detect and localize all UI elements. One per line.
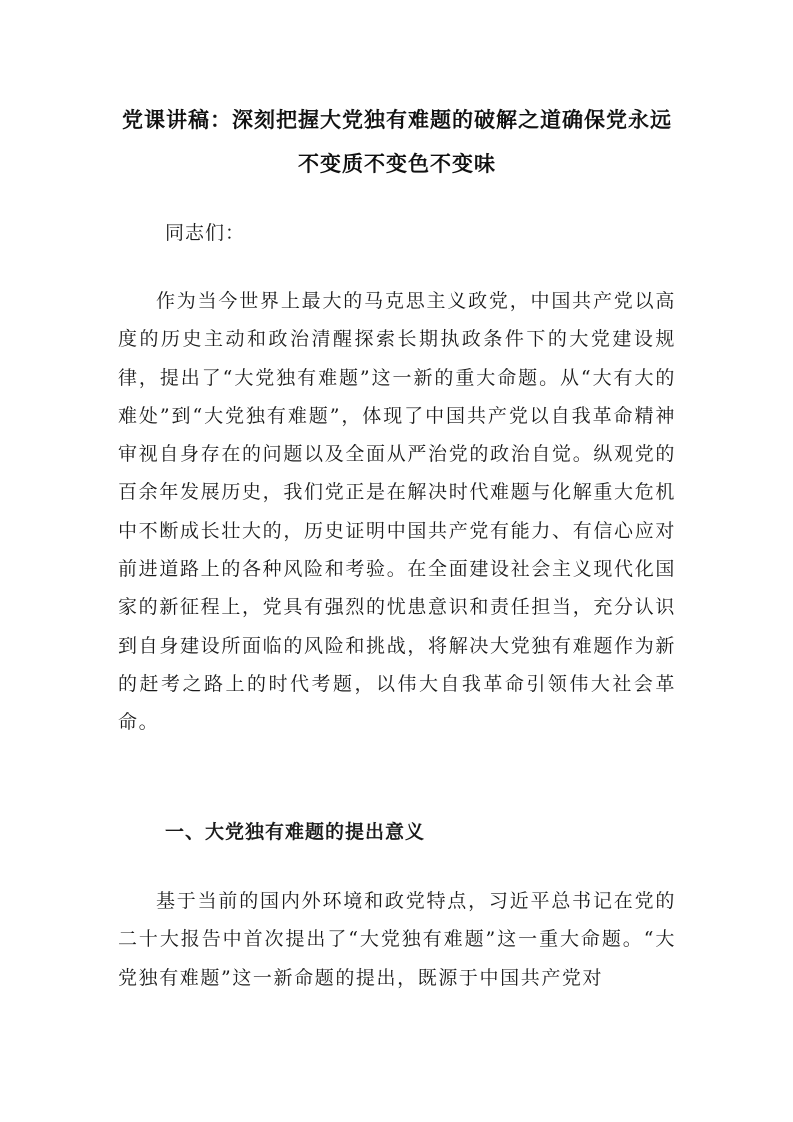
paragraph-intro: 作为当今世界上最大的马克思主义政党，中国共产党以高度的历史主动和政治清醒探索长期执政条件下的大党建设规律，提出了“大党独有难题”这一新的重大命题。从“大有大的难处”到“大党独有难题”，体现了中国共产党以自我革命精神审视自身存在的问题以及全面从严治党的政治自觉。纵观党的百余年发展历史，我们党正是在解决时代难题与化解重大危机中不断成长壮大的，历史证明中国共产党有能力、有信心应对前进道路上的各种风险和考验。在全面建设社会主义现代化国家的新征程上，党具有强烈的忧患意识和责任担当，充分认识到自身建设所面临的风险和挑战，将解决大党独有难题作为新的赶考之路上的时代考题，以伟大自我革命引领伟大社会革命。 xyxy=(118,290,676,734)
paragraph-section-1: 基于当前的国内外环境和政党特点，习近平总书记在党的二十大报告中首次提出了“大党独有难题”这一重大命题。“大党独有难题”这一新命题的提出，既源于中国共产党对 xyxy=(118,890,676,989)
document-title: 党课讲稿：深刻把握大党独有难题的破解之道确保党永远不变质不变色不变味 xyxy=(122,107,672,176)
section-heading: 一、大党独有难题的提出意义 xyxy=(165,821,426,843)
salutation: 同志们： xyxy=(165,222,246,244)
